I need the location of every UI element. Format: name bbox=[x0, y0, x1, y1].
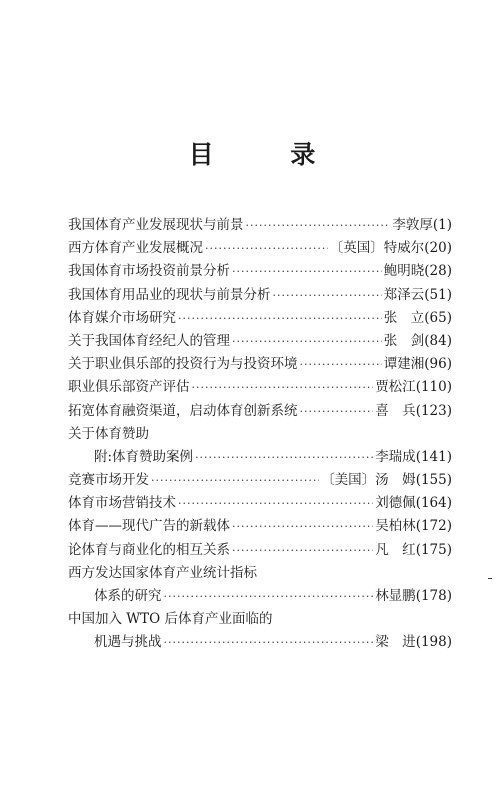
toc-dot-leader bbox=[195, 446, 373, 469]
toc-dot-leader bbox=[232, 515, 373, 538]
toc-dot-leader bbox=[273, 284, 382, 307]
toc-entry-page: (123) bbox=[415, 402, 452, 419]
toc-entry-author: 〔英国〕特威尔 bbox=[329, 240, 425, 257]
toc-entry bbox=[68, 515, 452, 538]
toc-entry-page: (28) bbox=[424, 263, 452, 280]
toc-list bbox=[68, 214, 452, 655]
toc-dot-leader bbox=[205, 237, 328, 260]
toc-entry bbox=[68, 585, 452, 608]
toc-entry-page: (20) bbox=[424, 240, 452, 257]
toc-entry-page: (164) bbox=[415, 495, 452, 512]
toc-entry bbox=[68, 469, 452, 492]
toc-entry-title: 体育市场营销技术 bbox=[68, 495, 176, 512]
toc-entry-page: (141) bbox=[415, 448, 452, 465]
toc-entry-page: (175) bbox=[415, 541, 452, 558]
toc-dot-leader bbox=[164, 631, 374, 654]
toc-entry-title: 西方发达国家体育产业统计指标 bbox=[68, 564, 257, 581]
toc-dot-leader bbox=[151, 469, 319, 492]
toc-dot-leader bbox=[178, 492, 373, 515]
toc-entry-author: 李瑞成 bbox=[375, 448, 416, 465]
toc-entry-title: 论体育与商业化的相互关系 bbox=[68, 541, 230, 558]
toc-entry-page: (65) bbox=[424, 309, 452, 326]
toc-entry bbox=[68, 330, 452, 353]
toc-entry bbox=[68, 307, 452, 330]
toc-entry-title: 附:体育赞助案例 bbox=[94, 448, 194, 465]
toc-entry bbox=[68, 492, 452, 515]
toc-entry-title: 职业俱乐部资产评估 bbox=[68, 379, 190, 396]
toc-entry-page: (51) bbox=[424, 286, 452, 303]
toc-entry-author: 〔美国〕汤 姆 bbox=[321, 472, 416, 489]
toc-entry bbox=[68, 631, 452, 654]
toc-entry-author: 喜 兵 bbox=[375, 402, 416, 419]
toc-entry bbox=[68, 376, 452, 399]
toc-entry-author: 吴柏林 bbox=[375, 518, 416, 535]
toc-entry bbox=[68, 608, 452, 631]
toc-entry bbox=[68, 260, 452, 283]
toc-entry-author: 林显鹏 bbox=[375, 588, 416, 604]
toc-entry-title: 体育媒介市场研究 bbox=[68, 309, 176, 326]
toc-entry-page: (1) bbox=[432, 217, 452, 233]
toc-entry-title: 体系的研究 bbox=[94, 588, 162, 604]
toc-dot-leader bbox=[246, 214, 391, 237]
toc-entry-title: 关于我国体育经纪人的管理 bbox=[68, 332, 230, 349]
toc-entry-page: (178) bbox=[415, 588, 452, 604]
toc-entry-page: (84) bbox=[424, 332, 452, 349]
toc-entry bbox=[68, 562, 452, 585]
toc-entry bbox=[68, 214, 452, 237]
toc-entry-author: 谭建湘 bbox=[383, 356, 425, 373]
toc-entry-author: 贾松江 bbox=[375, 379, 416, 396]
toc-dot-leader bbox=[300, 353, 382, 376]
page-title: 目 录 bbox=[188, 140, 350, 169]
toc-entry-title: 我国体育用品业的现状与前景分析 bbox=[68, 286, 271, 303]
toc-entry-author: 刘德佩 bbox=[375, 495, 416, 512]
toc-entry-page: (110) bbox=[415, 379, 452, 396]
toc-entry-title: 拓宽体育融资渠道，启动体育创新系统 bbox=[68, 402, 298, 419]
toc-entry-title: 关于职业俱乐部的投资行为与投资环境 bbox=[68, 356, 298, 373]
toc-entry-author: 梁 进 bbox=[375, 634, 416, 651]
toc-entry-title: 西方体育产业发展概况 bbox=[68, 240, 203, 257]
toc-entry-page: (96) bbox=[424, 356, 452, 373]
scan-mark bbox=[488, 578, 492, 579]
toc-entry bbox=[68, 446, 452, 469]
toc-entry-page: (172) bbox=[415, 518, 452, 535]
toc-dot-leader bbox=[164, 585, 374, 608]
toc-dot-leader bbox=[178, 307, 382, 330]
toc-entry-title: 体育——现代广告的新载体 bbox=[68, 518, 230, 535]
toc-entry bbox=[68, 423, 452, 446]
toc-entry-author: 张 立 bbox=[383, 309, 425, 326]
toc-entry-title: 我国体育产业发展现状与前景 bbox=[68, 217, 244, 233]
toc-entry bbox=[68, 400, 452, 423]
toc-dot-leader bbox=[232, 330, 382, 353]
toc-entry-title: 机遇与挑战 bbox=[94, 634, 162, 651]
toc-entry-title: 关于体育赞助 bbox=[68, 425, 149, 442]
toc-entry-page: (198) bbox=[415, 634, 452, 651]
toc-entry bbox=[68, 539, 452, 562]
toc-entry-author: 凡 红 bbox=[375, 541, 416, 558]
toc-entry-author: 鲍明晓 bbox=[383, 263, 425, 280]
toc-entry-title: 我国体育市场投资前景分析 bbox=[68, 263, 230, 280]
toc-entry bbox=[68, 284, 452, 307]
toc-dot-leader bbox=[300, 400, 374, 423]
toc-dot-leader bbox=[232, 539, 373, 562]
toc-entry bbox=[68, 237, 452, 260]
toc-dot-leader bbox=[192, 376, 374, 399]
toc-entry-author: 李敦厚 bbox=[392, 217, 433, 233]
toc-dot-leader bbox=[232, 260, 382, 283]
toc-entry-page: (155) bbox=[415, 472, 452, 489]
toc-entry-author: 张 剑 bbox=[383, 332, 425, 349]
toc-entry-title: 中国加入 WTO 后体育产业面临的 bbox=[68, 611, 273, 628]
toc-entry-title: 竞赛市场开发 bbox=[68, 472, 149, 489]
toc-entry-author: 郑泽云 bbox=[383, 286, 425, 303]
toc-entry bbox=[68, 353, 452, 376]
